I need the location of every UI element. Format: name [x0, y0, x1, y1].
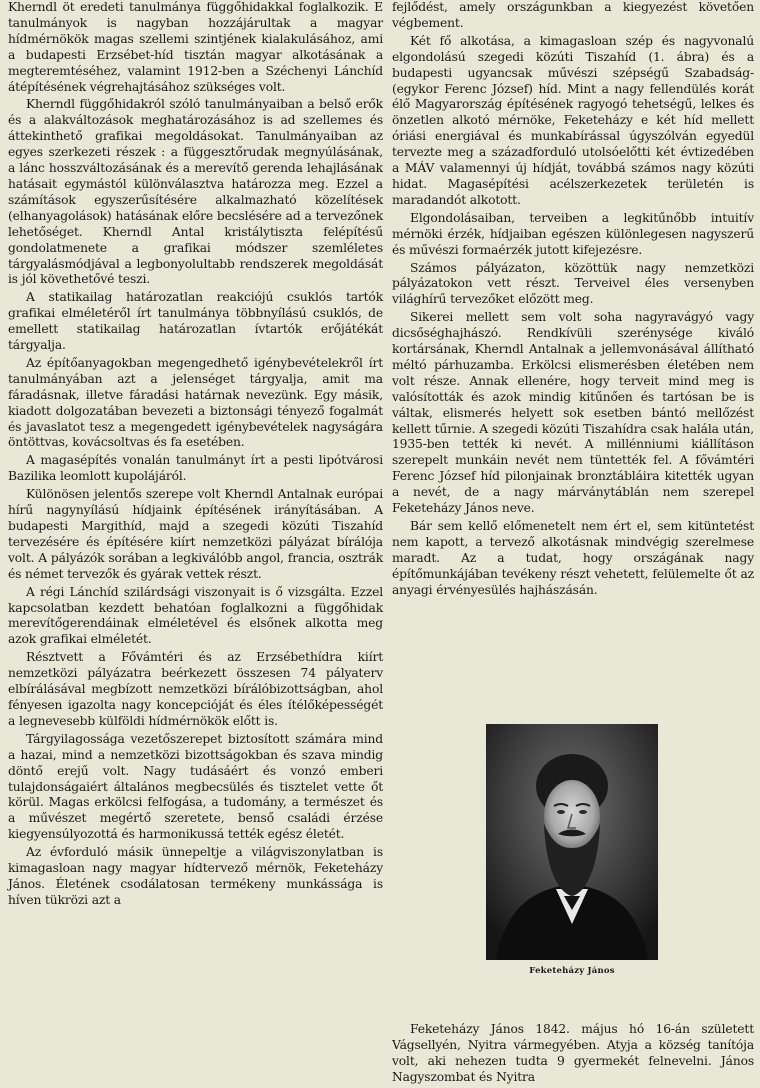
paragraph: Kherndl függőhidakról szóló tanulmányaiban a belső erők és a alakváltozások meghatározásához is ad szellemes és áttekinthető grafikai megoldásokat. Tanulmányaiban az egyes szerkezeti részek : a függesztőrudak megnyúlásának, a lánc hosszváltozásának és a merevítő gerenda lehajlásának hatásait egymástól különválasztva határozza meg. Ezzel a számítások egyszerűsítésére alkalmazható közelítések (elhanyagolások) hatásának előre becslésére ad a tervezőnek lehetőséget. Kherndl Antal kristálytiszta felépítésű gondolatmenete a grafikai módszer szemléletes tárgyalásmódjával a legbonyolultabb rendszerek megoldását is jól követhetővé teszi. [8, 97, 383, 287]
paragraph: fejlődést, amely országunkban a kiegyezést követően végbement. [392, 0, 754, 30]
paragraph: Két fő alkotása, a kimagasloan szép és nagyvonalú elgondolású szegedi közúti Tiszahíd (1. ábra) és a budapesti ugyancsak művészi szépségű Szabadság- (egykor Ferenc József) híd. Mint a nagy fellendülés korát élő Magyarország építésének ragyogó tehetségű, lelkes és önzetlen alkotó mérnöke, Feketeházy e két híd mellett óriási energiával és munkabírással úgyszólván egyedül tervezte meg a századforduló utolsóelőtti két évtizedében a MÁV valamennyi új hídját, továbbá számos nagy közúti hidat. Magasépítési acélszerkezetek területén is maradandót alkotott. [392, 33, 754, 207]
paragraph: Résztvett a Fővámtéri és az Erzsébethídra kiírt nemzetközi pályázatra beérkezett összesen 74 pályaterv elbírálásával megbízott nemzetközi bírálóbizottságban, ahol fényesen igazolta nagy koncepcióját és éles ítélőképességét a legnevesebb külföldi hídmérnökök előtt is. [8, 650, 383, 728]
left-column [8, 0, 383, 911]
paragraph: Tárgyilagossága vezetőszerepet biztosított számára mind a hazai, mind a nemzetközi bizottságokban és szava mindig döntő erejű volt. Nagy tudásáért és vonzó emberi tulajdonságaiért általános megbecsülés és tisztelet vette őt körül. Magas erkölcsi felfogása, a tudomány, a természet és a művészet megértő szeretete, benső családi érzése kiegyensúlyozottá és harmonikussá tették egész életét. [8, 731, 383, 842]
paragraph: A régi Lánchíd szilárdsági viszonyait is ő vizsgálta. Ezzel kapcsolatban kezdett behatóan foglalkozni a függőhidak merevítőgerendáinak elméletével és elsőnek alkotta meg azok grafikai elméletét. [8, 584, 383, 647]
photo-caption: Feketeházy János [529, 966, 615, 976]
paragraph: Az építőanyagokban megengedhető igénybevételekről írt tanulmányában azt a jelenséget tárgyalja, amit ma fáradásnak, illetve fáradási határnak nevezünk. Egy másik, kiadott dolgozatában bevezeti a biztonsági tényező fogalmát és javaslatot tesz a megengedett igénybevételek nagyságára öntöttvas, kovácsoltvas és fa esetében. [8, 355, 383, 450]
paragraph: A magasépítés vonalán tanulmányt írt a pesti lipótvárosi Bazilika leomlott kupolájáról. [8, 453, 383, 484]
paragraph: Bár sem kellő előmenetelt nem ért el, sem kitüntetést nem kapott, a tervező alkotásnak mindvégig szerelmese maradt. Az a tudat, hogy országának nagy építőmunkájában tevékeny részt vehetett, felülemelte őt az anyagi érvényesülés hajhászásán. [392, 519, 754, 597]
portrait-photo [486, 724, 658, 960]
portrait-image [486, 724, 658, 960]
paragraph: A statikailag határozatlan reakciójú csuklós tartók grafikai elméletéről írt tanulmánya többnyílású csuklós, de emellett statikailag határozatlan ívtartók erőjátékát tárgyalja. [8, 290, 383, 353]
paragraph: Különösen jelentős szerepe volt Kherndl Antalnak európai hírű nagynyílású hídjaink építésének irányításában. A budapesti Margithíd, majd a szegedi közúti Tiszahíd tervezésére és építésére kiírt nemzetközi pályázat bírálója volt. A pályázók sorában a legkiválóbb angol, francia, osztrák és német tervezők és gyárak vettek részt. [8, 487, 383, 581]
paragraph: Számos pályázaton, közöttük nagy nemzetközi pályázatokon vett részt. Terveivel éles versenyben világhírű tervezőket előzött meg. [392, 260, 754, 307]
right-column [392, 0, 754, 601]
paragraph: Sikerei mellett sem volt soha nagyravágyó vagy dicsőséghajhászó. Rendkívüli szerénysége kiváló kortársának, Kherndl Antalnak a jellemvonásával állítható méltó párhuzamba. Erkölcsi elismerésben életében nem volt része. Annak ellenére, hogy terveit mind meg is valósították és azok mindig kitűnően és tartósan be is váltak, elismerés helyett sok esetben bántó mellőzést kellett tűrnie. A szegedi közúti Tiszahídra csak halála után, 1935-ben tették ki nevét. A millénniumi kiállításon szerepelt munkáin nevét nem tüntették fel. A fővámtéri Ferenc József híd pilonjainak bronztábláira kitették ugyan a nevét, de a nagy márványtáblán nem szerepel Feketeházy János neve. [392, 310, 754, 516]
paragraph: Az évforduló másik ünnepeltje a világviszonylatban is kimagasloan nagy magyar hídtervező mérnök, Feketeházy János. Életének csodálatosan termékeny munkássága is híven tükrözi azt a [8, 845, 383, 907]
paragraph: Elgondolásaiban, terveiben a legkitűnőbb intuitív mérnöki érzék, hídjaiban egészen különlegesen nagyszerű és művészi formaérzék jutott kifejezésre. [392, 210, 754, 257]
paragraph: Feketeházy János 1842. május hó 16-án született Vágsellyén, Nyitra vármegyében. Atyja a község tanítója volt, aki nehezen tudta 9 gyermekét felnevelni. János Nagyszombat és Nyitra [392, 1022, 754, 1084]
paragraph: Kherndl öt eredeti tanulmánya függőhidakkal foglalkozik. E tanulmányok is nagyban hozzájárultak a magyar hídmérnökök magas szellemi szintjének kialakulásához, ami a budapesti Erzsébet-híd tisztán magyar alkotásának a megteremtéséhez, valamint 1912-ben a Széchenyi Lánchíd átépítésének végrehajtásához szükséges volt. [8, 0, 383, 94]
right-column-bottom [392, 1022, 754, 1088]
